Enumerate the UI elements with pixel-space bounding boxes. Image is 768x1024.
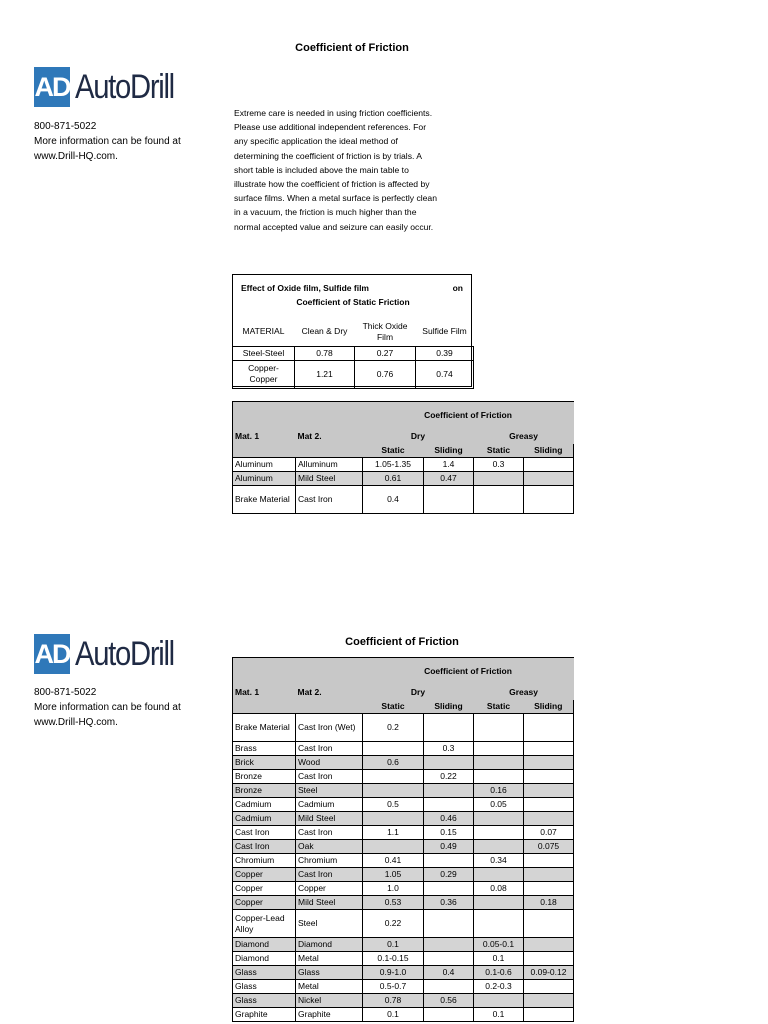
table-cell	[424, 756, 474, 770]
table-cell: 0.5	[363, 798, 424, 812]
table-row	[233, 486, 574, 514]
table-cell: 0.1-0.6	[474, 966, 524, 980]
table-cell	[424, 980, 474, 994]
table-cell: 0.1-0.15	[363, 952, 424, 966]
oxide-cell: Copper-Copper	[233, 360, 295, 388]
table-cell	[524, 882, 574, 896]
oxide-film-table	[232, 274, 472, 387]
oxide-row	[233, 346, 474, 360]
table-cell	[524, 756, 574, 770]
table-cell: Cast Iron	[233, 826, 296, 840]
table-row	[233, 896, 574, 910]
table-cell: Alluminum	[296, 458, 363, 472]
table-cell: Steel	[296, 910, 363, 938]
sliding-header: Sliding	[524, 444, 574, 458]
oxide-cell: 0.76	[355, 360, 416, 388]
table-cell: 0.1	[363, 1008, 424, 1022]
table-cell	[424, 1008, 474, 1022]
table-row	[233, 714, 574, 742]
table-cell	[363, 840, 424, 854]
table-cell: Glass	[233, 966, 296, 980]
table-cell	[424, 910, 474, 938]
table-cell: 1.0	[363, 882, 424, 896]
table-cell: 1.4	[424, 458, 474, 472]
table-cell: 0.15	[424, 826, 474, 840]
mat1-header: Mat. 1	[233, 686, 296, 700]
table-cell	[424, 486, 474, 514]
table-cell: 0.4	[363, 486, 424, 514]
table-cell	[524, 486, 574, 514]
website-link[interactable]: www.Drill-HQ.com.	[34, 151, 118, 162]
table-cell	[474, 994, 524, 1008]
friction-table-2	[232, 657, 574, 1022]
table-cell: Graphite	[233, 1008, 296, 1022]
table-cell	[524, 812, 574, 826]
table-header-row	[233, 444, 574, 458]
mat1-header: Mat. 1	[233, 430, 296, 444]
info-text: More information can be found at	[34, 136, 181, 147]
table-title: Coefficient of Friction	[363, 658, 574, 686]
note-line: normal accepted value and seizure can easily occur.	[234, 221, 434, 232]
dry-header: Dry	[363, 686, 474, 700]
table-cell	[524, 994, 574, 1008]
table-cell	[474, 868, 524, 882]
table-cell: 0.05	[474, 798, 524, 812]
table-cell: Diamond	[296, 938, 363, 952]
table-cell	[474, 840, 524, 854]
table-cell	[424, 714, 474, 742]
table-row	[233, 458, 574, 472]
table-row	[233, 812, 574, 826]
table-cell: Oak	[296, 840, 363, 854]
table-cell: Brick	[233, 756, 296, 770]
table-cell: 0.075	[524, 840, 574, 854]
table-row	[233, 756, 574, 770]
note-line: Extreme care is needed in using friction coefficients.	[234, 108, 433, 118]
table-cell: 0.41	[363, 854, 424, 868]
table-cell	[363, 784, 424, 798]
table-cell	[424, 854, 474, 868]
table-cell: Aluminum	[233, 472, 296, 486]
sliding-header: Sliding	[424, 700, 474, 714]
sliding-header: Sliding	[524, 700, 574, 714]
table-header-row	[233, 686, 574, 700]
table-row	[233, 980, 574, 994]
table-cell: 0.3	[424, 742, 474, 756]
table-cell: 0.78	[363, 994, 424, 1008]
autodrill-logo	[34, 67, 190, 107]
table-cell	[474, 770, 524, 784]
mat2-header: Mat 2.	[296, 430, 363, 444]
contact-block	[34, 685, 181, 730]
table-cell: 1.05	[363, 868, 424, 882]
table-cell: Cast Iron	[296, 486, 363, 514]
table-cell	[524, 910, 574, 938]
table-row	[233, 966, 574, 980]
oxide-row	[233, 360, 474, 388]
mat2-header: Mat 2.	[296, 686, 363, 700]
table-cell: Copper	[233, 896, 296, 910]
note-line: Please use additional independent references. For	[234, 122, 427, 133]
table-cell	[474, 714, 524, 742]
table-cell	[363, 770, 424, 784]
table-row	[233, 784, 574, 798]
table-row	[233, 472, 574, 486]
table-cell: Chromium	[233, 854, 296, 868]
table-cell: Brass	[233, 742, 296, 756]
oxide-header-clean: Clean & Dry	[301, 326, 348, 337]
table-cell	[474, 896, 524, 910]
table-cell: 0.4	[424, 966, 474, 980]
oxide-cell: Steel-Steel	[233, 346, 295, 360]
table-row	[233, 840, 574, 854]
oxide-table-title: Effect of Oxide film, Sulfide film	[241, 283, 369, 293]
table-cell: 0.61	[363, 472, 424, 486]
table-cell	[474, 486, 524, 514]
table-cell: 0.16	[474, 784, 524, 798]
oxide-cell: 0.74	[416, 360, 474, 388]
oxide-cell: 0.27	[355, 346, 416, 360]
table-cell: 0.05-0.1	[474, 938, 524, 952]
table-cell: 1.1	[363, 826, 424, 840]
table-cell: 0.29	[424, 868, 474, 882]
table-cell: Cast Iron	[296, 868, 363, 882]
table-header-row	[233, 402, 574, 430]
logo-mark: AD	[34, 67, 70, 107]
table-cell: 0.1	[474, 952, 524, 966]
table-cell: Mild Steel	[296, 472, 363, 486]
info-text: More information can be found at	[34, 702, 181, 713]
table-cell: Glass	[233, 994, 296, 1008]
table-cell: 0.46	[424, 812, 474, 826]
table-cell	[424, 952, 474, 966]
caution-note	[234, 106, 484, 234]
table-cell: 0.5-0.7	[363, 980, 424, 994]
table-row	[233, 770, 574, 784]
static-header: Static	[474, 700, 524, 714]
phone-number: 800-871-5022	[34, 121, 97, 132]
table-header-row	[233, 700, 574, 714]
oxide-cell: 0.78	[295, 346, 355, 360]
table-cell: Mild Steel	[296, 812, 363, 826]
table-cell	[524, 770, 574, 784]
table-cell: Copper	[296, 882, 363, 896]
website-link[interactable]: www.Drill-HQ.com.	[34, 717, 118, 728]
table-cell: Chromium	[296, 854, 363, 868]
table-cell: 0.22	[363, 910, 424, 938]
oxide-header-row	[233, 318, 474, 346]
table-cell	[524, 854, 574, 868]
table-row	[233, 798, 574, 812]
table-cell: Cast Iron	[296, 770, 363, 784]
table-cell	[363, 812, 424, 826]
table-cell: Cast Iron	[296, 742, 363, 756]
table-cell	[424, 798, 474, 812]
table-cell: 0.34	[474, 854, 524, 868]
page-title: Coefficient of Friction	[295, 42, 409, 54]
oxide-header-oxide: Thick Oxide Film	[362, 320, 408, 342]
table-cell	[424, 882, 474, 896]
note-line: surface films. When a metal surface is perfectly clean	[234, 193, 437, 204]
phone-number: 800-871-5022	[34, 687, 97, 698]
oxide-table-subtitle: Coefficient of Static Friction	[296, 297, 410, 307]
table-cell: Metal	[296, 980, 363, 994]
table-cell: Diamond	[233, 938, 296, 952]
table-cell	[363, 742, 424, 756]
table-cell	[524, 868, 574, 882]
table-cell: Brake Material	[233, 486, 296, 514]
table-cell: Graphite	[296, 1008, 363, 1022]
table-row	[233, 910, 574, 938]
table-cell	[524, 742, 574, 756]
table-cell: Steel	[296, 784, 363, 798]
table-cell	[474, 756, 524, 770]
table-cell: Cast Iron	[233, 840, 296, 854]
logo-wordmark: AutoDrill	[75, 67, 174, 106]
table-cell	[474, 910, 524, 938]
table-cell: Metal	[296, 952, 363, 966]
table-row	[233, 938, 574, 952]
table-row	[233, 882, 574, 896]
table-cell: 0.53	[363, 896, 424, 910]
table-cell	[524, 472, 574, 486]
table-header-row	[233, 430, 574, 444]
table-cell	[474, 472, 524, 486]
table-row	[233, 994, 574, 1008]
table-cell: Glass	[233, 980, 296, 994]
table-header-row	[233, 658, 574, 686]
table-cell	[524, 458, 574, 472]
table-cell: Bronze	[233, 770, 296, 784]
table-cell: Mild Steel	[296, 896, 363, 910]
table-cell: Brake Material	[233, 714, 296, 742]
autodrill-logo	[34, 634, 190, 674]
table-cell: 0.36	[424, 896, 474, 910]
table-cell: 0.6	[363, 756, 424, 770]
note-line: short table is included above the main table to	[234, 164, 409, 175]
table-cell: 0.09-0.12	[524, 966, 574, 980]
contact-block	[34, 119, 181, 164]
table-cell: 0.56	[424, 994, 474, 1008]
table-cell: Cadmium	[296, 798, 363, 812]
table-cell: Cadmium	[233, 798, 296, 812]
table-cell: Cast Iron (Wet)	[296, 714, 363, 742]
table-cell: 0.9-1.0	[363, 966, 424, 980]
table-cell: 0.49	[424, 840, 474, 854]
table-cell: Copper	[233, 882, 296, 896]
table-cell: 0.1	[474, 1008, 524, 1022]
table-row	[233, 952, 574, 966]
table-cell: 0.47	[424, 472, 474, 486]
table-cell: 0.08	[474, 882, 524, 896]
table-cell	[424, 784, 474, 798]
table-cell: Nickel	[296, 994, 363, 1008]
table-row	[233, 1008, 574, 1022]
table-row	[233, 826, 574, 840]
table-cell	[424, 938, 474, 952]
oxide-cell: 1.21	[295, 360, 355, 388]
table-cell	[524, 784, 574, 798]
table-cell	[524, 1008, 574, 1022]
logo-wordmark: AutoDrill	[75, 634, 174, 673]
friction-table-1	[232, 401, 574, 514]
logo-mark: AD	[34, 634, 70, 674]
static-header: Static	[363, 700, 424, 714]
table-cell: Diamond	[233, 952, 296, 966]
table-cell: 0.2-0.3	[474, 980, 524, 994]
table-cell: 0.2	[363, 714, 424, 742]
note-line: in a vacuum, the friction is much higher than the	[234, 207, 417, 218]
table-row	[233, 854, 574, 868]
note-line: determining the coefficient of friction is by trials. A	[234, 150, 423, 161]
table-cell: Bronze	[233, 784, 296, 798]
note-line: any specific application the ideal method of	[234, 136, 398, 147]
oxide-header-material: MATERIAL	[242, 326, 285, 337]
oxide-header-sulfide: Sulfide Film	[422, 326, 467, 337]
table-cell: 0.07	[524, 826, 574, 840]
table-cell: Aluminum	[233, 458, 296, 472]
table-cell: Cast Iron	[296, 826, 363, 840]
table-cell: 0.1	[363, 938, 424, 952]
table-cell	[474, 812, 524, 826]
table-row	[233, 868, 574, 882]
table-cell	[524, 980, 574, 994]
greasy-header: Greasy	[474, 686, 574, 700]
table-cell	[524, 938, 574, 952]
table-cell: 1.05-1.35	[363, 458, 424, 472]
table-cell: 0.22	[424, 770, 474, 784]
table-cell: 0.18	[524, 896, 574, 910]
table-cell: Glass	[296, 966, 363, 980]
static-header: Static	[474, 444, 524, 458]
sliding-header: Sliding	[424, 444, 474, 458]
table-cell: Copper-Lead Alloy	[233, 910, 296, 938]
note-line: illustrate how the coefficient of friction is affected by	[234, 179, 430, 190]
oxide-cell: 0.39	[416, 346, 474, 360]
table-cell	[474, 826, 524, 840]
table-cell: Copper	[233, 868, 296, 882]
table-row	[233, 742, 574, 756]
table-cell	[524, 952, 574, 966]
table-cell	[524, 714, 574, 742]
table-cell: Wood	[296, 756, 363, 770]
oxide-table-title-on: on	[452, 283, 463, 293]
table-title: Coefficient of Friction	[363, 402, 574, 430]
dry-header: Dry	[363, 430, 474, 444]
table-cell: 0.3	[474, 458, 524, 472]
greasy-header: Greasy	[474, 430, 574, 444]
oxide-data-table	[232, 318, 474, 389]
table-cell	[524, 798, 574, 812]
static-header: Static	[363, 444, 424, 458]
table-cell	[474, 742, 524, 756]
table-cell: Cadmium	[233, 812, 296, 826]
page-title: Coefficient of Friction	[345, 636, 459, 648]
